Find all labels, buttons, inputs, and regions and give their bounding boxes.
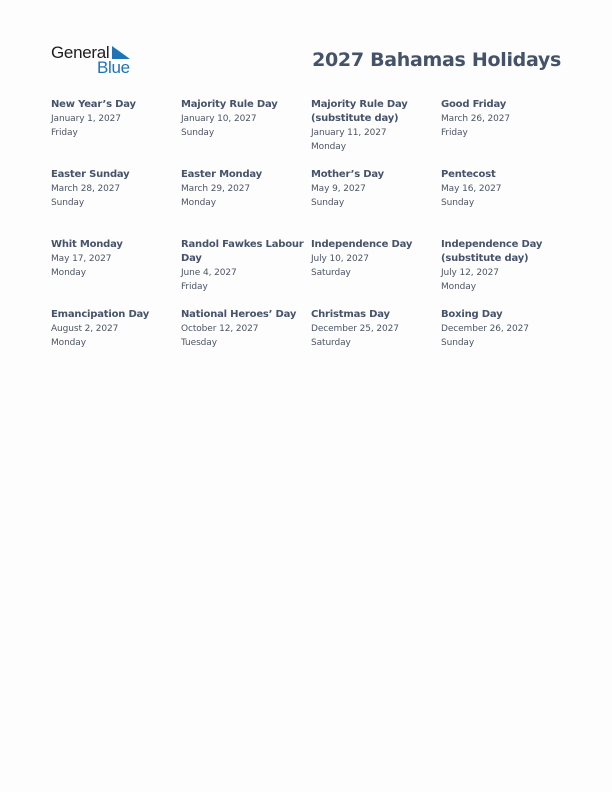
holiday-date: May 17, 2027 (51, 254, 112, 264)
holiday-item (311, 168, 441, 238)
holiday-date: June 4, 2027 (181, 268, 237, 278)
logo-text-general: General (51, 43, 110, 62)
holiday-item (181, 308, 311, 378)
holiday-weekday: Sunday (441, 338, 475, 348)
holiday-weekday: Friday (51, 128, 78, 138)
holiday-weekday: Friday (181, 282, 208, 292)
holiday-weekday: Monday (51, 338, 86, 348)
holiday-date: March 26, 2027 (441, 114, 510, 124)
holiday-item (311, 98, 441, 168)
holiday-item (51, 168, 181, 238)
holiday-name: Majority Rule Day (substitute day) (311, 99, 408, 124)
holiday-name: Boxing Day (441, 309, 503, 320)
holiday-date: July 12, 2027 (441, 268, 499, 278)
holiday-name: Mother’s Day (311, 169, 384, 180)
holiday-name: National Heroes’ Day (181, 309, 297, 320)
holiday-item (181, 168, 311, 238)
holiday-name: Easter Sunday (51, 169, 130, 180)
holiday-date: May 9, 2027 (311, 184, 366, 194)
holiday-date: August 2, 2027 (51, 324, 119, 334)
holiday-item (441, 308, 571, 378)
holiday-item (311, 238, 441, 308)
holiday-item (441, 98, 571, 168)
holiday-name: Good Friday (441, 99, 507, 110)
holiday-weekday: Sunday (51, 198, 85, 208)
holiday-weekday: Sunday (181, 128, 215, 138)
holiday-weekday: Monday (181, 198, 216, 208)
holiday-item (311, 308, 441, 378)
holiday-weekday: Monday (51, 268, 86, 278)
holiday-date: January 10, 2027 (181, 114, 257, 124)
holiday-weekday: Monday (311, 142, 346, 152)
page-title: 2027 Bahamas Holidays (312, 49, 561, 71)
generalblue-logo (51, 43, 141, 77)
holiday-item (181, 98, 311, 168)
logo-text-blue: Blue (97, 58, 130, 77)
holiday-grid (51, 98, 571, 378)
holiday-item (441, 168, 571, 238)
holiday-weekday: Sunday (441, 198, 475, 208)
holiday-item (51, 238, 181, 308)
holiday-name: Easter Monday (181, 169, 262, 180)
holiday-weekday: Sunday (311, 198, 345, 208)
holiday-name: Independence Day (substitute day) (441, 239, 543, 264)
holiday-date: July 10, 2027 (311, 254, 369, 264)
holiday-item (441, 238, 571, 308)
holiday-date: May 16, 2027 (441, 184, 502, 194)
holiday-date: March 28, 2027 (51, 184, 120, 194)
holiday-weekday: Friday (441, 128, 468, 138)
holiday-date: January 11, 2027 (311, 128, 387, 138)
holiday-item (51, 308, 181, 378)
holiday-name: Pentecost (441, 169, 496, 180)
holiday-name: Emancipation Day (51, 309, 150, 320)
holiday-name: Independence Day (311, 239, 413, 250)
holiday-item (51, 98, 181, 168)
holiday-weekday: Saturday (311, 268, 351, 278)
holiday-name: Whit Monday (51, 239, 123, 250)
holiday-date: December 26, 2027 (441, 324, 529, 334)
holiday-weekday: Monday (441, 282, 476, 292)
holiday-date: January 1, 2027 (51, 114, 121, 124)
holiday-date: December 25, 2027 (311, 324, 399, 334)
holiday-weekday: Saturday (311, 338, 351, 348)
holiday-name: New Year’s Day (51, 99, 136, 110)
holiday-name: Majority Rule Day (181, 99, 278, 110)
holiday-name: Christmas Day (311, 309, 390, 320)
holiday-weekday: Tuesday (181, 338, 217, 348)
holiday-date: March 29, 2027 (181, 184, 250, 194)
holiday-date: October 12, 2027 (181, 324, 259, 334)
holiday-name: Randol Fawkes Labour Day (181, 239, 304, 264)
holiday-item (181, 238, 311, 308)
